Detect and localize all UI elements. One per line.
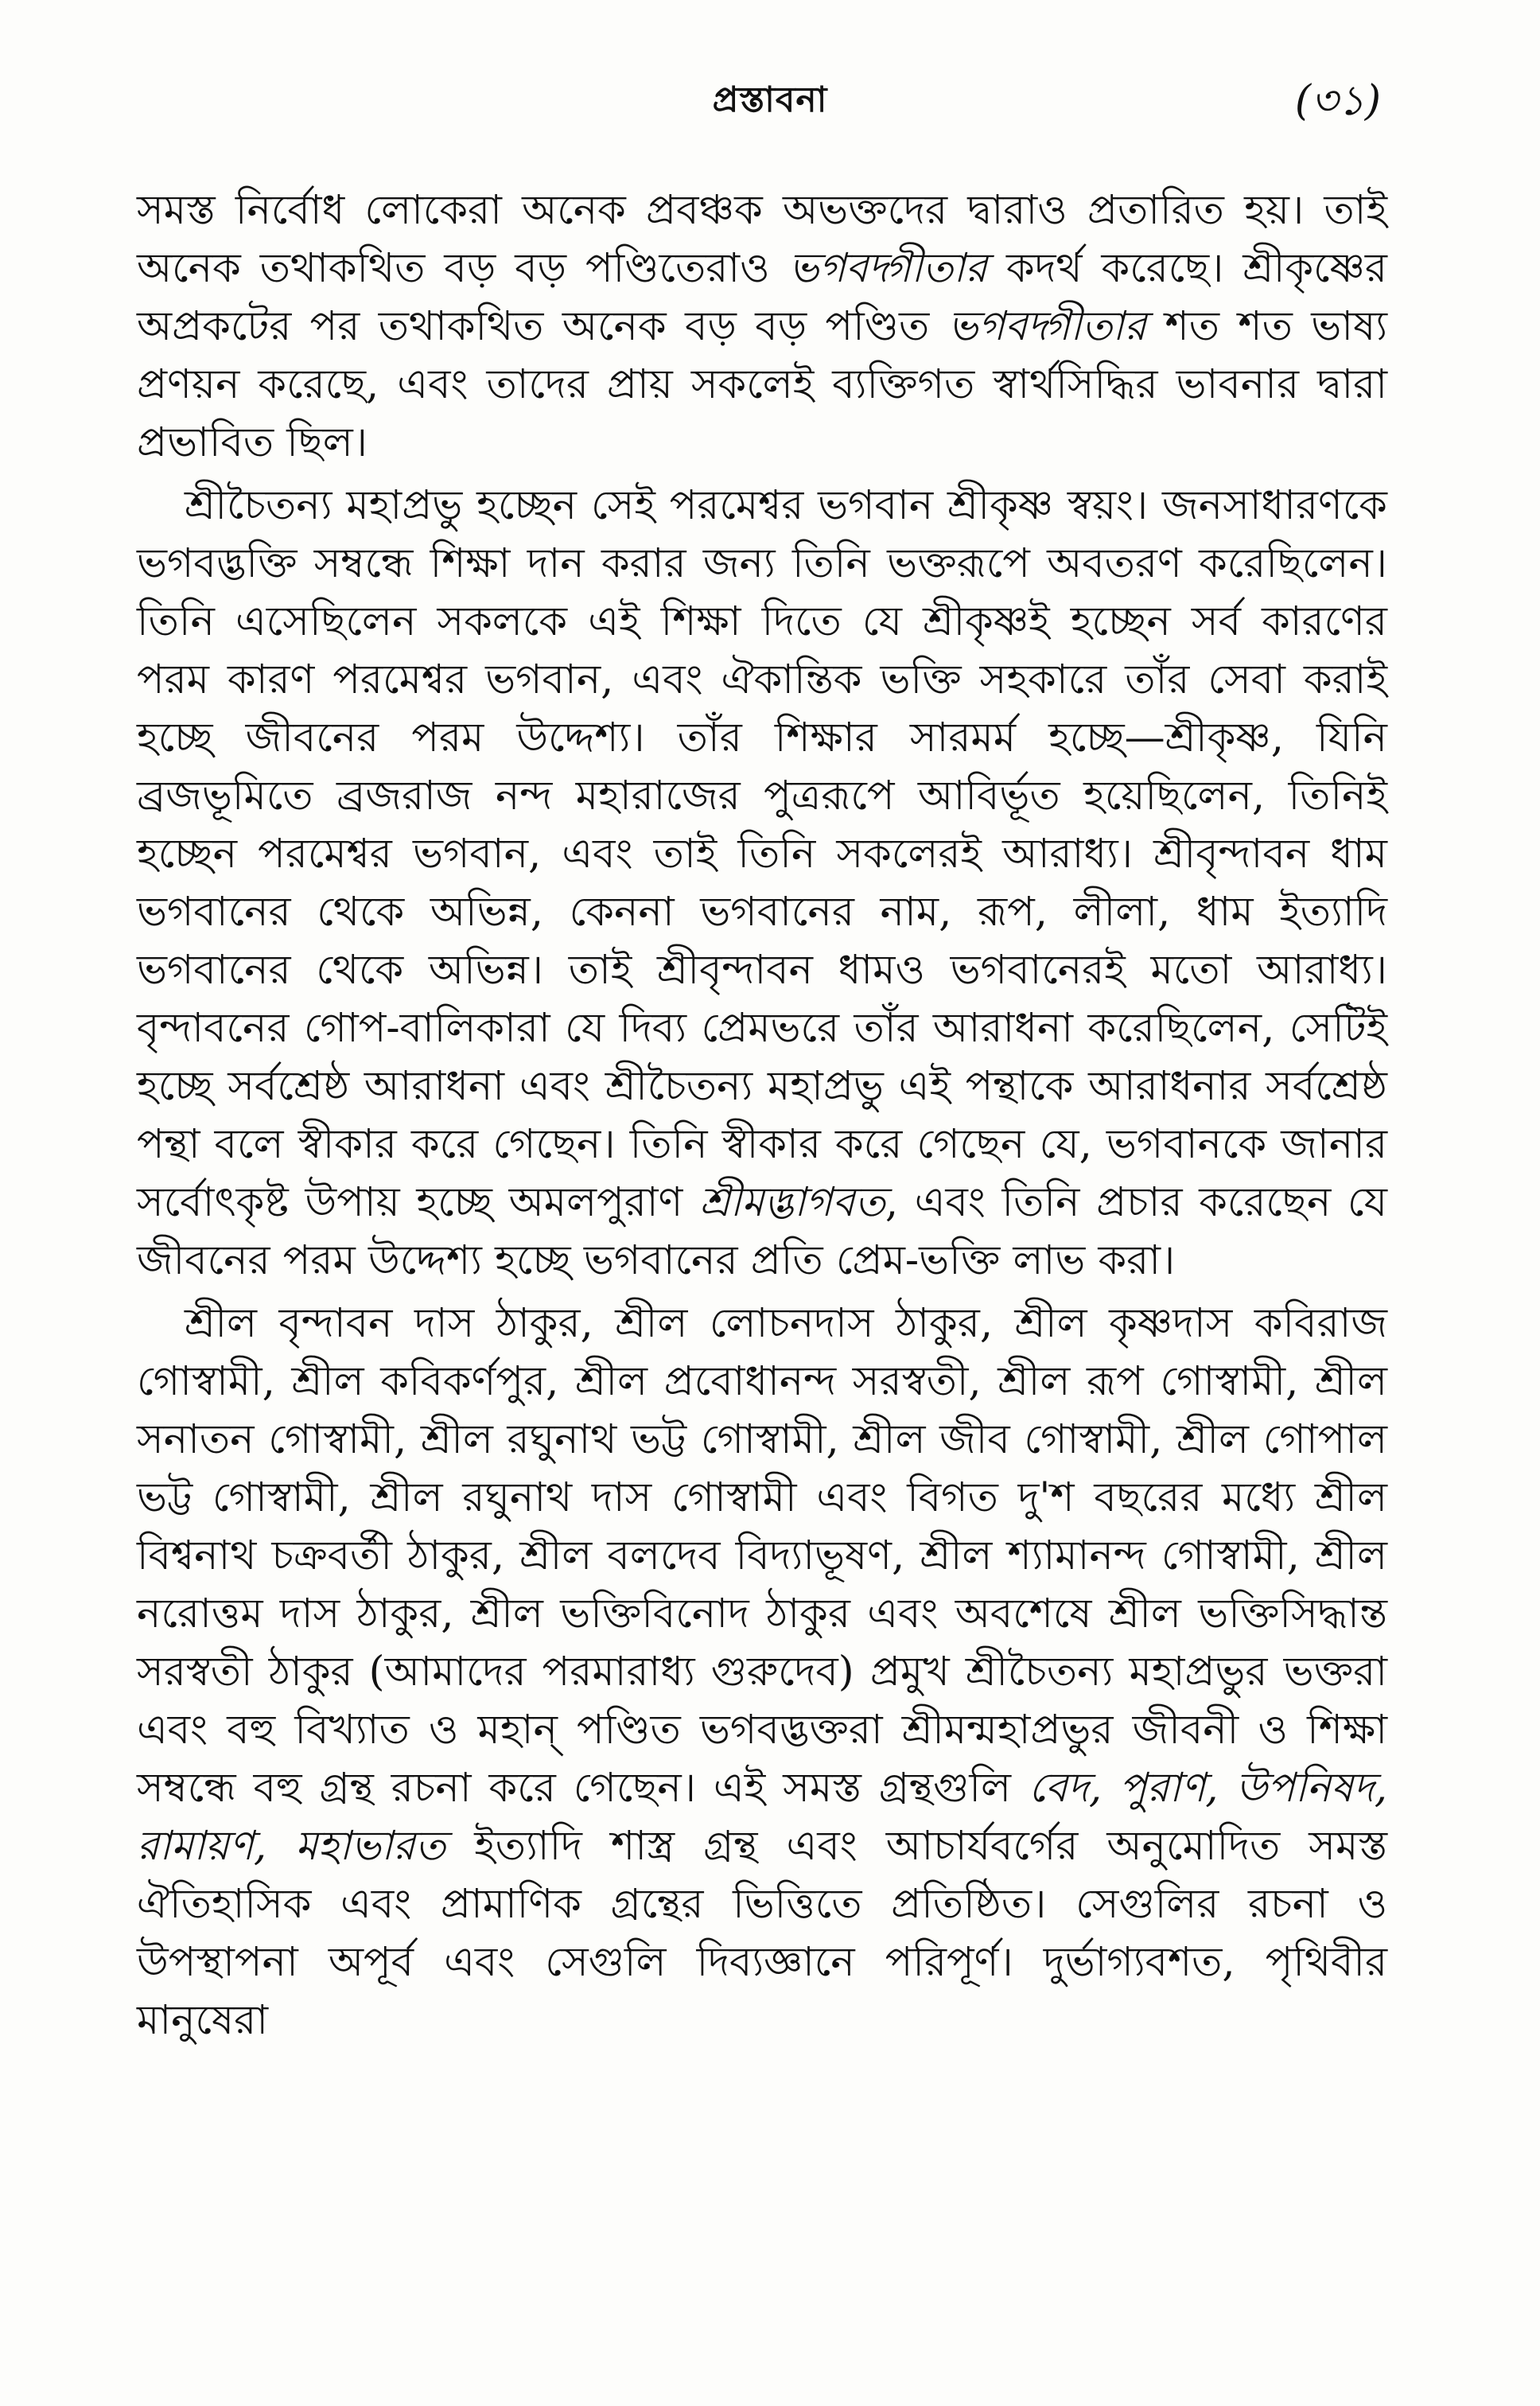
running-head: [0, 68, 1540, 140]
book-title-srimad-bhagavatam: শ্রীমদ্ভাগবত: [699, 1179, 885, 1226]
paragraph: [137, 477, 1387, 1290]
paragraph-text: শ্রীচৈতন্য মহাপ্রভু হচ্ছেন সেই পরমেশ্বর ভগবান শ্রীকৃষ্ণ স্বয়ং। জনসাধারণকে ভগবদ্ভক্তি সম্বন্ধে শিক্ষা দান করার জন্য তিনি ভক্তরূপে অবতরণ করেছিলেন। তিনি এসেছিলেন সকলকে এই শিক্ষা দিতে যে শ্রীকৃষ্ণই হচ্ছেন সর্ব কারণের পরম কারণ পরমেশ্বর ভগবান, এবং ঐকান্তিক ভক্তি সহকারে তাঁর সেবা করাই হচ্ছে জীবনের পরম উদ্দেশ্য। তাঁর শিক্ষার সারমর্ম হচ্ছে—শ্রীকৃষ্ণ, যিনি ব্রজভূমিতে ব্রজরাজ নন্দ মহারাজের পুত্ররূপে আবির্ভূত হয়েছিলেন, তিনিই হচ্ছেন পরমেশ্বর ভগবান, এবং তাই তিনি সকলেরই আরাধ্য। শ্রীবৃন্দাবন ধাম ভগবানের থেকে অভিন্ন, কেননা ভগবানের নাম, রূপ, লীলা, ধাম ইত্যাদি ভগবানের থেকে অভিন্ন। তাই শ্রীবৃন্দাবন ধামও ভগবানেরই মতো আরাধ্য। বৃন্দাবনের গোপ-বালিকারা যে দিব্য প্রেমভরে তাঁর আরাধনা করেছিলেন, সেটিই হচ্ছে সর্বশ্রেষ্ঠ আরাধনা এবং শ্রীচৈতন্য মহাপ্রভু এই পন্থাকে আরাধনার সর্বশ্রেষ্ঠ পন্থা বলে স্বীকার করে গেছেন। তিনি স্বীকার করে গেছেন যে, ভগবানকে জানার সর্বোৎকৃষ্ট উপায় হচ্ছে অমলপুরাণ: [137, 482, 1387, 1226]
book-title-bhagavad-gita: ভগবদ্গীতার: [947, 303, 1147, 350]
body-text: [137, 181, 1387, 2054]
page-number: (৩১): [1294, 77, 1381, 125]
book-title-bhagavad-gita: ভগবদ্গীতার: [788, 245, 988, 292]
paragraph-text: ইত্যাদি শাস্ত্র গ্রন্থ এবং আচার্যবর্গের অনুমোদিত সমস্ত ঐতিহাসিক এবং প্রামাণিক গ্রন্থের ভিত্তিতে প্রতিষ্ঠিত। সেগুলির রচনা ও উপস্থাপনা অপূর্ব এবং সেগুলি দিব্যজ্ঞানে পরিপূর্ণ। দুর্ভাগ্যবশত, পৃথিবীর মানুষেরা: [137, 1823, 1387, 2044]
scripture-titles: বেদ, পুরাণ, উপনিষদ, রামায়ণ, মহাভারত: [137, 1765, 1387, 1870]
paragraph-text: কদর্থ করেছে। শ্রীকৃষ্ণের অপ্রকটের পর তথাকথিত অনেক বড় বড় পণ্ডিত: [137, 245, 1387, 350]
paragraph-text: শত শত ভাষ্য প্রণয়ন করেছে, এবং তাদের প্রায় সকলেই ব্যক্তিগত স্বার্থসিদ্ধির ভাবনার দ্বারা প্রভাবিত ছিল।: [137, 303, 1388, 466]
paragraph: [137, 1294, 1387, 2050]
chapter-title: প্রস্তাবনা: [712, 80, 828, 120]
paragraph: [137, 181, 1387, 472]
paragraph-text: শ্রীল বৃন্দাবন দাস ঠাকুর, শ্রীল লোচনদাস ঠাকুর, শ্রীল কৃষ্ণদাস কবিরাজ গোস্বামী, শ্রীল কবিকর্ণপুর, শ্রীল প্রবোধানন্দ সরস্বতী, শ্রীল রূপ গোস্বামী, শ্রীল সনাতন গোস্বামী, শ্রীল রঘুনাথ ভট্ট গোস্বামী, শ্রীল জীব গোস্বামী, শ্রীল গোপাল ভট্ট গোস্বামী, শ্রীল রঘুনাথ দাস গোস্বামী এবং বিগত দু'শ বছরের মধ্যে শ্রীল বিশ্বনাথ চক্রবর্তী ঠাকুর, শ্রীল বলদেব বিদ্যাভূষণ, শ্রীল শ্যামানন্দ গোস্বামী, শ্রীল নরোত্তম দাস ঠাকুর, শ্রীল ভক্তিবিনোদ ঠাকুর এবং অবশেষে শ্রীল ভক্তিসিদ্ধান্ত সরস্বতী ঠাকুর (আমাদের পরমারাধ্য গুরুদেব) প্রমুখ শ্রীচৈতন্য মহাপ্রভুর ভক্তরা এবং বহু বিখ্যাত ও মহান্ পণ্ডিত ভগবদ্ভক্তরা শ্রীমন্মহাপ্রভুর জীবনী ও শিক্ষা সম্বন্ধে বহু গ্রন্থ রচনা করে গেছেন। এই সমস্ত গ্রন্থগুলি: [137, 1300, 1387, 1812]
paragraph-text: , এবং তিনি প্রচার করেছেন যে জীবনের পরম উদ্দেশ্য হচ্ছে ভগবানের প্রতি প্রেম-ভক্তি লাভ করা।: [137, 1179, 1387, 1284]
paragraph-text: সমস্ত নির্বোধ লোকেরা অনেক প্রবঞ্চক অভক্তদের দ্বারাও প্রতারিত হয়। তাই অনেক তথাকথিত বড় বড় পণ্ডিতেরাও: [137, 187, 1387, 292]
